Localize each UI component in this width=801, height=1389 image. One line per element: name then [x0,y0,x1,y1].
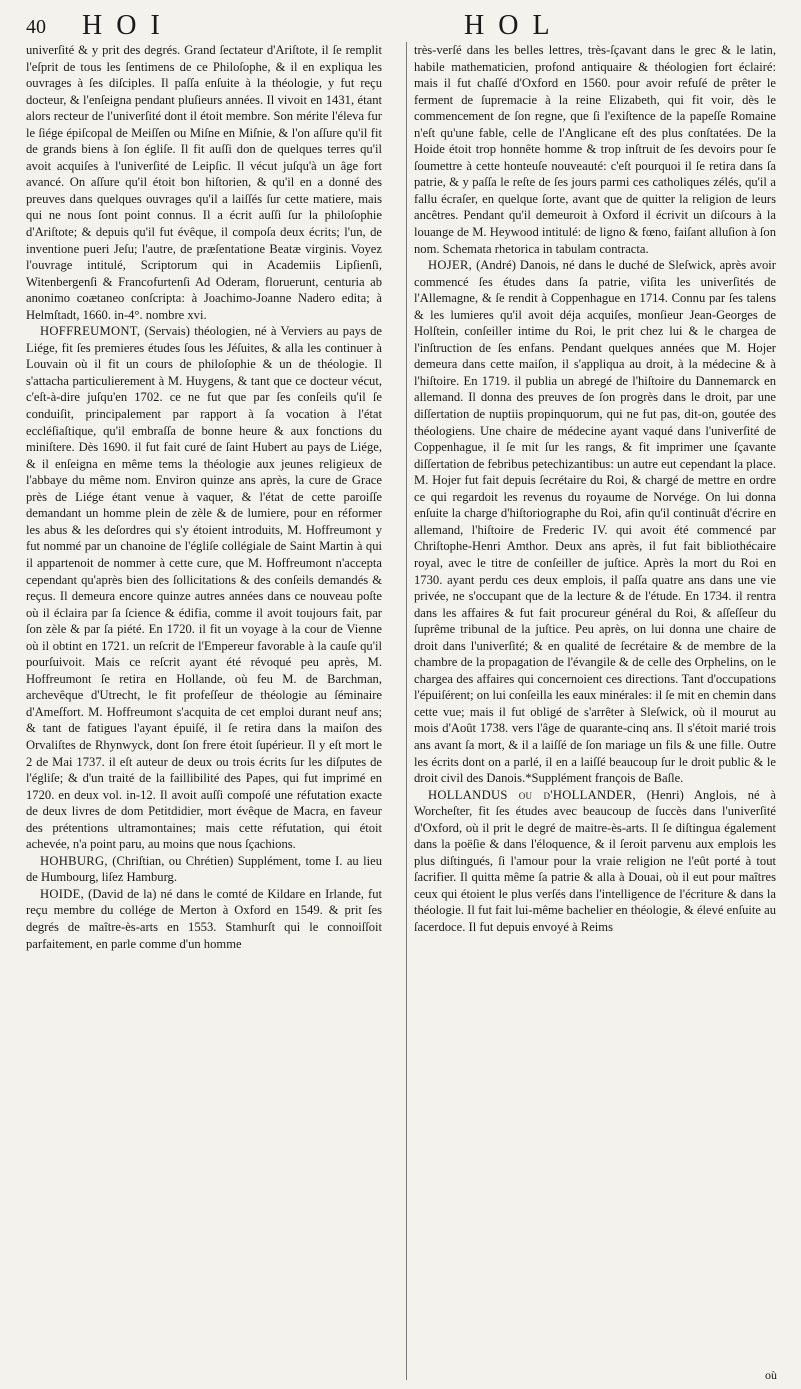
page-header [26,8,779,42]
entry-text: (Servais) théologien, né à Verviers au pays de Liége, fit ſes premieres études ſous les Jéſuites, & alla les continuer à Louvain où il fit un cours de philoſophie & un de théologie. Il s'attacha particulierement à M. Huygens, & tant que ce docteur vécut, c'eſt-à-dire juſqu'en 1702. ce ne fut que par ſes conſeils qu'il ſe conduiſit, principalement par rapport à ſa vocation à l'état eccléſiaſtique, qu'il embraſſa de bonne heure & aux fonctions du miniſtere. Dès 1690. il fut fait curé de ſaint Hubert au pays de Liége, & il enſeigna en même tems la théologie aux jeunes religieux de l'abbaye du même nom. Environ quinze ans après, la cure de Grace près de Liége étant venue à vaquer, & l'état de cette paroiſſe demandant un homme plein de zèle & de lumiere, pour en réformer les abus & les deſordres qui s'y étoient introduits, M. Hoffreumont y fut nommé par un chanoine de l'égliſe collégiale de Saint Martin à qui il appartenoit de nommer à cette cure, que M. Hoffreumont n'accepta cependant qu'après bien des ſollicitations & des conſeils demandés & reçus. Il demeura encore quinze autres années dans ce nouveau poſte où il éclaira par ſa ſcience & édifia, comme il avoit toujours fait, par ſon zèle & par ſa piété. En 1720. il fit un voyage à la cour de Vienne où il obtint en 1721. un reſcrit de l'Empereur favorable à la cauſe qu'il pourſuivoit. Mais ce reſcrit ayant été révoqué peu après, M. Hoffreumont ſe retira en Hollande, où feu M. de Barchman, archevêque d'Utrecht, le fit profeſſeur de théologie au ſéminaire d'Ameſfort. M. Hoffreumont s'acquita de cet emploi durant neuf ans; & tant de fatigues l'ayant épuiſé, il ſe retira dans la maiſon des Orvaliſtes de Rhynwyck, dont ſon frere étoit ſupérieur. Il y eſt mort le 2 de Mai 1737. il eſt auteur de deux ou trois écrits ſur les diſputes de l'égliſe; & d'un traité de la faillibilité des Papes, qui fut imprimé en 1720. en deux vol. in-12. Il avoit auſſi compoſé une réfutation exacte de deux livres de dom Petitdidier, mort évêque de Macra, en faveur des prétentions ultramontaines; mais cette réfutation, qui étoit achevée, n'a point paru, au moins que nous ſçachions. [26,324,382,852]
entry-text: (David de la) né dans le comté de Kildare en Irlande, fut reçu membre du collége de Merton à Oxford en 1549. & prit ſes degrés de maître-ès-arts en 1553. Stamhurſt qui le connoiſſoit parfaitement, en parle comme d'un homme [26,886,382,951]
entry-headword: HOFFREUMONT, [40,324,141,339]
entry-text: (Chriſtian, ou Chrétien) Supplément, tome I. au lieu de Humbourg, liſez Hamburg. [26,853,382,885]
entry-text: (Henri) Anglois, né à Worcheſter, fit ſes études avec beaucoup de ſuccès dans l'univerſité d'Oxford, où il prit le degré de maitre-ès-arts. Il ſe diſtingua également dans la poëſie & dans l'éloquence, & il ſeroit parvenu aux emplois les plus diſtingués, ſi l'amour pour la vraie religion ne l'eût porté à tout ſacrifier. Il quitta même ſa patrie & alla à Douai, où il eut pour maîtres ceux qui étoient le plus verſés dans l'intelligence de l'écriture & dans la théologie. Il fut fait lui-même bachelier en théologie, & élevé enſuite au ſacerdoce. Il fut depuis envoyé à Reims [414,787,776,934]
entry-text: (André) Danois, né dans le duché de Sleſwick, après avoir commencé ſes études dans ſa patrie, viſita les univerſités de l'Allemagne, & ſe rendit à Coppenhague en 1714. Connu par ſes talens & les lumieres qu'il avoit déja acquiſes, monſieur Jean-Georges de Holſtein, conſeiller intime du Roi, le prit chez lui & le chargea de l'inſtruction de ſes enfans. Pendant quelques années que M. Hojer demeura dans cette maiſon, il s'appliqua au droit, à la médecine & à l'hiſtoire. En 1719. il publia un abregé de l'hiſtoire du Dannemarck en allemand. Il donna des preuves de ſon progrès dans le droit, par une diſſertation de nuptiis propinquorum, qui ne fut pas, dit-on, goutée des théologiens. Une chaire de médecine ayant vaqué dans l'univerſité de Coppenhague, il ſe mit ſur les rangs, & fit imprimer une ſçavante diſſertation de febribus petechizantibus: un autre eut cependant la place. M. Hojer fut fait depuis ſecrétaire du Roi, & chargé de mettre en ordre ce qui regardoit les revenus du royaume de Norvége. On lui donna enſuite la charge d'hiſtoriographe du Roi, afin qu'il continuât d'écrire en allemand, l'hiſtoire de Frederic IV. qui avoit été commencé par Chriſtophe-Henri Amthor. Deux ans après, il fut fait bibliothécaire royal, avec le titre de conſeiller de juſtice. Après la mort du Roi en 1730. ayant perdu ces deux emplois, il paſſa quatre ans dans une vie privée, ne s'occupant que de la lecture & de l'étude. En 1734. il rentra dans les affaires & fut fait procureur général du Roi, & aſſeſſeur du ſuprême tribunal de la juſtice. Peu après, on lui donna une chaire de droit dans l'univerſité; & en qualité de ſecrétaire & de membre de la chambre de la propagation de l'évangile & de celle des Orphelins, on le chargea des affaires qui concernoient ces directions. Tant d'occupations l'épuiſérent; on lui conſeilla les eaux minérales: il ſe mit en chemin dans cette vue; mais il fut obligé de s'arrêter à Sleſwick, où il mourut au mois d'Août 1738. vers l'âge de quarante-cinq ans. Il s'étoit marié trois ans avant ſa mort, & il a laiſſé de ſon mariage un fils & une fille. Outre les écrits dont on a parlé, il en a laiſſé beaucoup ſur le droit public & le droit civil des Danois.*Supplément françois de Baſle. [414,258,776,786]
entry-hoide [26,886,382,952]
right-column [414,42,776,936]
entry-hoffreumont [26,323,382,853]
entry-hohburg [26,853,382,886]
entry-hojer [414,257,776,787]
entry-headword: HOJER, [428,258,473,273]
column-rule [406,42,407,1380]
entry-text: univerſité & y prit des degrés. Grand ſectateur d'Ariſtote, il ſe remplit l'eſprit de tous les ſentimens de ce Philoſophe, & il en expliqua les ouvrages à ſes diſciples. Il paſſa enſuite à la théologie, y fut reçu docteur, & l'enſeigna pendant pluſieurs années. Il vivoit en 1431, étant alors recteur de l'univerſité dont il étoit membre. Son mérite l'éleva fur le ſiége épiſcopal de Meiſſen ou Miſne en Miſnie, & l'on aſſure qu'il fit de grands biens à ſon égliſe. Il fit auſſi don de quelques terres qu'il avoit acquiſes à l'univerſité de Leipſic. Il vécut juſqu'à un âge fort avancé. On aſſure qu'il étoit bon hiſtorien, & qu'il en a donné des preuves dans quelques ouvrages qu'il a laiſſés ſur cette matiere, mais qui ne nous ſont point connus. Il a écrit auſſi ſur la philoſophie d'Ariſtote; & depuis qu'il fut évêque, il compoſa deux écrits; l'un, de inventione pueri Jeſu; l'autre, de præſentatione Beatæ virginis. Voyez l'ouvrage intitulé, Scriptorum qui in Academiis Lipſienſi, Witenbergenſi & Francofurtenſi Ad Oderam, floruerunt, centuria ab anonimo coætaneo conſcripta: à Joachimo-Joanne Nadero edita; à Helmſtadt, 1660. in-4°. nombre xvi. [26,43,382,322]
left-column [26,42,382,952]
running-head-left: HOI [82,10,174,41]
entry-headword: HOIDE, [40,886,85,901]
page-number: 40 [26,16,46,38]
catchword: où [765,1368,777,1382]
running-head-right: HOL [464,10,564,41]
entry-headword: HOHBURG, [40,853,108,868]
entry-text: très-verſé dans les belles lettres, très-ſçavant dans le grec & le latin, habile mathematicien, profond antiquaire & théologien fort éclairé: mais il fut chaſſé d'Oxford en 1560. pour avoir refuſé de prêter le ferment de ſupremacie à la reine Elizabeth, qui fit voir, dès le commencement de ſon regne, que ſi l'exiſtence de la papeſſe Romaine n'eſt qu'une fable, celle de l'Anglicane eſt des plus conſtatées. De la Hoide étoit trop honnête homme & trop inſtruit de ſes devoirs pour ſe ſoumettre à cette honteuſe nouveauté: c'eſt pourquoi il ſe retira dans ſa patrie, & y paſſa le reſte de ſes jours parmi ces catholiques zélés, qu'il a fallu écraſer, en quelque ſorte, avant que de quitter la religion de leurs ancêtres. Pendant qu'il demeuroit à Oxford il écrivit un diſcours à la louange de M. Heywood intitulé: de ligno & fœno, faiſant alluſion à ſon nom. Schemata rhetorica in tabulam contracta. [414,43,776,256]
entry-hollandus [414,787,776,936]
entry-headword: HOLLANDUS ou d'HOLLANDER, [428,787,636,802]
